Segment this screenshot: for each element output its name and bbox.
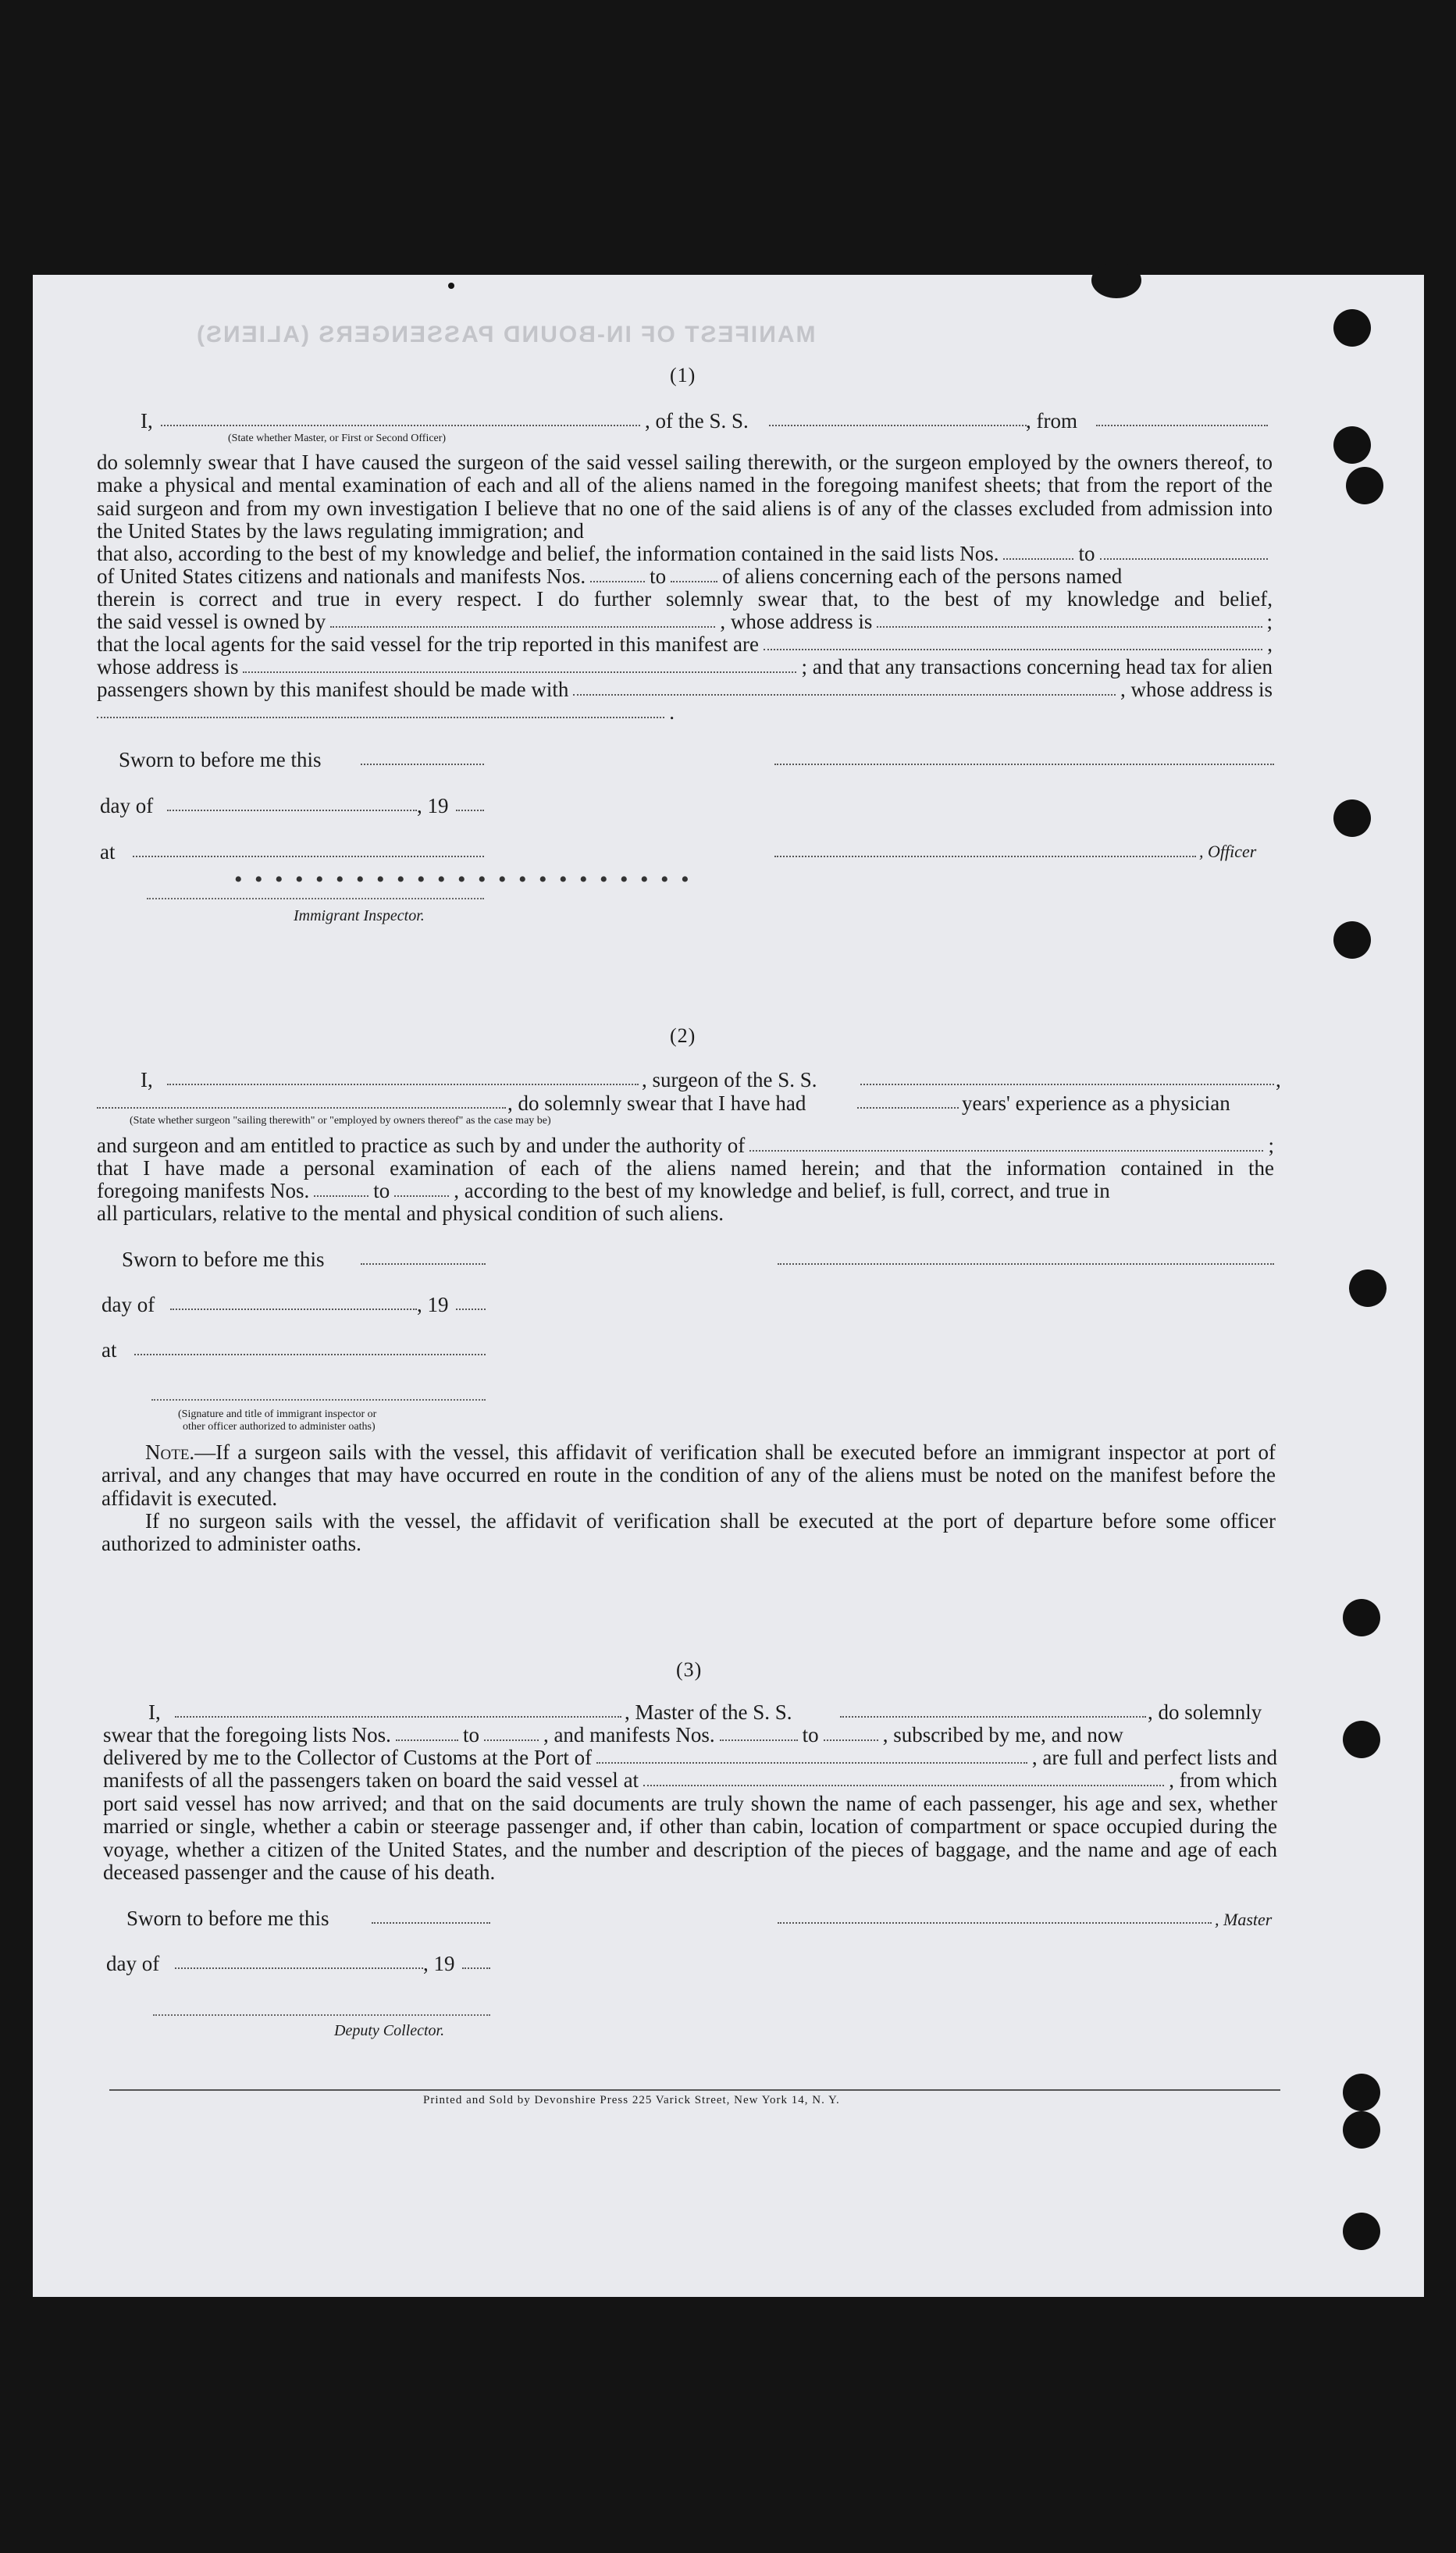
s1-row-therein: therein is correct and true in every respect. I do further solemnly swear that, to the best of my knowledge and belief,	[97, 587, 1273, 611]
footer-rule	[109, 2089, 1280, 2091]
s1-year-field[interactable]	[456, 796, 484, 811]
section-3-number: (3)	[676, 1658, 703, 1681]
s3-19: , 19	[423, 1952, 455, 1975]
s3-lists-to: to	[462, 1723, 479, 1747]
punch-hole	[1333, 921, 1371, 959]
s3-paragraph: port said vessel has now arrived; and that on the said documents are truly shown the name of each passenger, his age and sex, whether married or single, whether a cabin or steerage passenger and, if other than cabin, location of compartment or space occupied during the voyage, whether a citizen of the United States, and the number and description of the pieces of baggage, and the name and age of each deceased passenger and the cause of his death.	[103, 1792, 1277, 1884]
punch-hole	[1333, 309, 1371, 347]
s1-sworn: Sworn to before me this	[119, 748, 322, 771]
s2-type-note: (State whether surgeon "sailing therewith" or "employed by owners thereof" as the case may be)	[130, 1115, 551, 1127]
s2-at-field[interactable]	[134, 1340, 486, 1355]
s3-manifests-from-field[interactable]	[720, 1739, 798, 1741]
s1-from-field[interactable]	[1096, 411, 1268, 426]
s3-subscribed: , subscribed by me, and now	[882, 1723, 1123, 1747]
s2-year-field[interactable]	[456, 1294, 486, 1310]
s2-sig-note-2: other officer authorized to administer oaths)	[183, 1421, 376, 1433]
punch-hole	[1343, 2111, 1380, 2149]
s1-from: , from	[1026, 409, 1077, 433]
s2-note-2: If no surgeon sails with the vessel, the affidavit of verification shall be executed at the port of departure before some officer authorized to administer oaths.	[101, 1509, 1276, 1556]
s1-rank-note: (State whether Master, or First or Second Officer)	[228, 433, 447, 444]
s2-semicolon: ;	[1268, 1134, 1274, 1157]
s1-day-field[interactable]	[167, 796, 417, 811]
s3-signature-field[interactable]	[778, 1908, 1212, 1924]
s1-headtax-address-field[interactable]	[97, 717, 664, 718]
s3-year-field[interactable]	[462, 1953, 490, 1969]
s1-manifests-to-field[interactable]	[671, 581, 717, 582]
s3-from-which: , from which	[1169, 1768, 1277, 1792]
punch-hole	[1349, 1269, 1387, 1307]
s1-row-lists	[97, 543, 1273, 564]
s2-surgeon-type-field[interactable]	[97, 1093, 506, 1109]
s1-manifests-to: to	[650, 564, 667, 588]
s2-authority-field[interactable]	[749, 1150, 1263, 1152]
s2-at: at	[101, 1338, 117, 1362]
s2-years-field[interactable]	[857, 1093, 959, 1109]
punch-hole	[1333, 799, 1371, 837]
punch-hole	[1333, 426, 1371, 464]
s2-surgeon-of: , surgeon of the S. S.	[642, 1068, 817, 1091]
s1-headtax-text: ; and that any transactions concerning head tax for alien	[801, 655, 1273, 678]
s1-owned-text: the said vessel is owned by	[97, 610, 326, 633]
s2-swear: , do solemnly swear that I have had	[507, 1091, 806, 1115]
s2-comma: ,	[1276, 1068, 1281, 1091]
s1-period: .	[669, 700, 675, 724]
s3-manifests-to-field[interactable]	[824, 1739, 878, 1741]
s1-owner-field[interactable]	[330, 626, 715, 628]
section-1-number: (1)	[670, 364, 696, 386]
s2-manifests-text: foregoing manifests Nos.	[97, 1179, 310, 1202]
s1-passengers-text: passengers shown by this manifest should be made with	[97, 678, 569, 701]
s1-inspector-label: Immigrant Inspector.	[294, 907, 425, 924]
s1-19: , 19	[417, 794, 449, 817]
s2-authority-text: and surgeon and am entitled to practice as such by and under the authority of	[97, 1134, 746, 1157]
s1-i: I,	[141, 409, 153, 433]
s2-years-label: years' experience as a physician	[962, 1091, 1230, 1115]
s3-sworn: Sworn to before me this	[126, 1907, 329, 1930]
bleed-through-header: MANIFEST OF IN-BOUND PASSENGERS (ALIENS)	[195, 322, 816, 347]
s1-officer-label: , Officer	[1199, 842, 1257, 861]
page-notch	[1091, 262, 1141, 298]
s1-officer-field[interactable]	[774, 842, 1196, 857]
s1-manifests-from-field[interactable]	[590, 581, 645, 582]
s2-official-line[interactable]	[151, 1399, 486, 1401]
s3-i: I,	[148, 1700, 161, 1724]
s1-row-passengers	[97, 679, 1273, 700]
s3-row-lists	[103, 1725, 1277, 1746]
printer-imprint: Printed and Sold by Devonshire Press 225 Varick Street, New York 14, N. Y.	[423, 2094, 840, 2106]
s1-headtax-party-field[interactable]	[573, 694, 1116, 696]
s1-row-agent-address	[97, 657, 1273, 678]
s3-manifests-text: , and manifests Nos.	[543, 1723, 715, 1747]
s3-collector-line[interactable]	[153, 2014, 490, 2016]
s1-agents-field[interactable]	[764, 649, 1262, 650]
s3-manifests-to: to	[802, 1723, 819, 1747]
s1-agent-address-field[interactable]	[243, 671, 796, 673]
s1-row-final	[97, 702, 675, 723]
s1-manifests-text: of United States citizens and nationals and manifests Nos.	[97, 564, 586, 588]
s3-name-field[interactable]	[175, 1702, 621, 1718]
stamp-dots: • • • • • • • • • • • • • • • • • • • • • • •	[234, 867, 692, 892]
s1-at-field[interactable]	[133, 842, 484, 857]
page-speck	[448, 283, 454, 289]
s3-lists-from-field[interactable]	[396, 1739, 458, 1741]
s2-note-label: Note.	[145, 1440, 195, 1464]
s3-row-boarded	[103, 1770, 1277, 1791]
s1-of-ss: , of the S. S.	[645, 409, 749, 433]
s2-manifests-from-field[interactable]	[314, 1195, 368, 1197]
s1-agents-text: that the local agents for the said vessel for the trip reported in this manifest are	[97, 632, 759, 656]
s1-lists-to: to	[1078, 542, 1095, 565]
s2-row-examination: that I have made a personal examination of each of the aliens named herein; and that the information contained in the	[97, 1156, 1274, 1180]
s1-row-manifests	[97, 566, 1273, 587]
s3-boarded-field[interactable]	[643, 1785, 1164, 1786]
punch-hole	[1343, 1721, 1380, 1758]
punch-hole	[1343, 2074, 1380, 2111]
s1-owner-address-field[interactable]	[877, 626, 1262, 628]
s3-perfect-lists: , are full and perfect lists and	[1031, 1746, 1277, 1769]
s2-row-manifests	[97, 1180, 1274, 1202]
s2-19: , 19	[417, 1293, 449, 1316]
s1-day: day of	[100, 794, 154, 817]
s1-lists-text: that also, according to the best of my knowledge and belief, the information contained in the said lists Nos.	[97, 542, 999, 565]
s1-at: at	[100, 840, 116, 863]
s1-row-owned	[97, 611, 1273, 632]
s2-manifests-to-field[interactable]	[394, 1195, 449, 1197]
s1-inspector-line[interactable]	[147, 898, 484, 899]
s3-port-text: delivered by me to the Collector of Customs at the Port of	[103, 1746, 593, 1769]
s3-boarded-text: manifests of all the passengers taken on board the said vessel at	[103, 1768, 639, 1792]
s2-signature-field[interactable]	[778, 1249, 1274, 1265]
s3-master-label: , Master	[1215, 1910, 1273, 1929]
s2-day: day of	[101, 1293, 155, 1316]
s2-sig-note-1: (Signature and title of immigrant inspector or	[178, 1408, 377, 1420]
s1-row-agents	[97, 634, 1273, 655]
s3-row-port	[103, 1747, 1277, 1768]
s1-owner-address-label: , whose address is	[720, 610, 873, 633]
s1-name-field[interactable]	[161, 411, 640, 426]
s3-collector-label: Deputy Collector.	[334, 2022, 445, 2039]
s2-day-field[interactable]	[170, 1294, 417, 1310]
s3-day: day of	[106, 1952, 160, 1975]
s2-sworn: Sworn to before me this	[122, 1248, 325, 1271]
s1-lists-from-field[interactable]	[1003, 558, 1073, 560]
punch-hole	[1343, 2213, 1380, 2250]
s1-headtax-address-label: , whose address is	[1120, 678, 1273, 701]
s2-row-particulars: all particulars, relative to the mental and physical condition of such aliens.	[97, 1202, 724, 1225]
s2-row-authority	[97, 1135, 1274, 1156]
s3-solemnly: , do solemnly	[1148, 1700, 1262, 1724]
s1-vessel-field[interactable]	[769, 411, 1027, 426]
s2-i: I,	[141, 1068, 153, 1091]
section-2-number: (2)	[670, 1024, 696, 1047]
s3-port-field[interactable]	[596, 1762, 1027, 1764]
s3-lists-to-field[interactable]	[484, 1739, 539, 1741]
s1-lists-to-field[interactable]	[1100, 558, 1269, 560]
s3-lists-text: swear that the foregoing lists Nos.	[103, 1723, 391, 1747]
s2-note-1-text: —If a surgeon sails with the vessel, this affidavit of verification shall be executed before an immigrant inspector at port of arrival, and any changes that may have occurred en route in the condition of any of the aliens must be noted on the manifest before the affidavit is executed.	[101, 1440, 1276, 1510]
punch-hole	[1346, 467, 1383, 504]
s2-sworn-date-field[interactable]	[361, 1249, 486, 1265]
s3-vessel-field[interactable]	[840, 1702, 1146, 1718]
s1-comma: ,	[1267, 632, 1273, 656]
s1-paragraph: do solemnly swear that I have caused the surgeon of the said vessel sailing therewith, or the surgeon employed by the owners thereof, to make a physical and mental examination of each and all of the aliens named in the foregoing manifest sheets; that from the report of the said surgeon and from my own investigation I believe that no one of the said aliens is of any of the classes excluded from admission into the United States by the laws regulating immigration; and	[97, 450, 1273, 543]
s1-sworn-date-field[interactable]	[361, 750, 484, 765]
s2-manifests-to: to	[373, 1179, 390, 1202]
s3-master-of: , Master of the S. S.	[625, 1700, 792, 1724]
s3-sworn-date-field[interactable]	[372, 1908, 490, 1924]
punch-hole	[1343, 1599, 1380, 1636]
s2-name-field[interactable]	[167, 1070, 639, 1085]
s2-vessel-field[interactable]	[860, 1070, 1274, 1085]
s3-day-field[interactable]	[175, 1953, 423, 1969]
s2-manifests-tail: , according to the best of my knowledge and belief, is full, correct, and true in	[454, 1179, 1110, 1202]
s2-note-1	[101, 1441, 1276, 1510]
s1-agent-address-label: whose address is	[97, 655, 239, 678]
s1-signature-field[interactable]	[774, 750, 1274, 765]
s1-semicolon: ;	[1266, 610, 1273, 633]
s1-manifests-tail: of aliens concerning each of the persons named	[722, 564, 1123, 588]
